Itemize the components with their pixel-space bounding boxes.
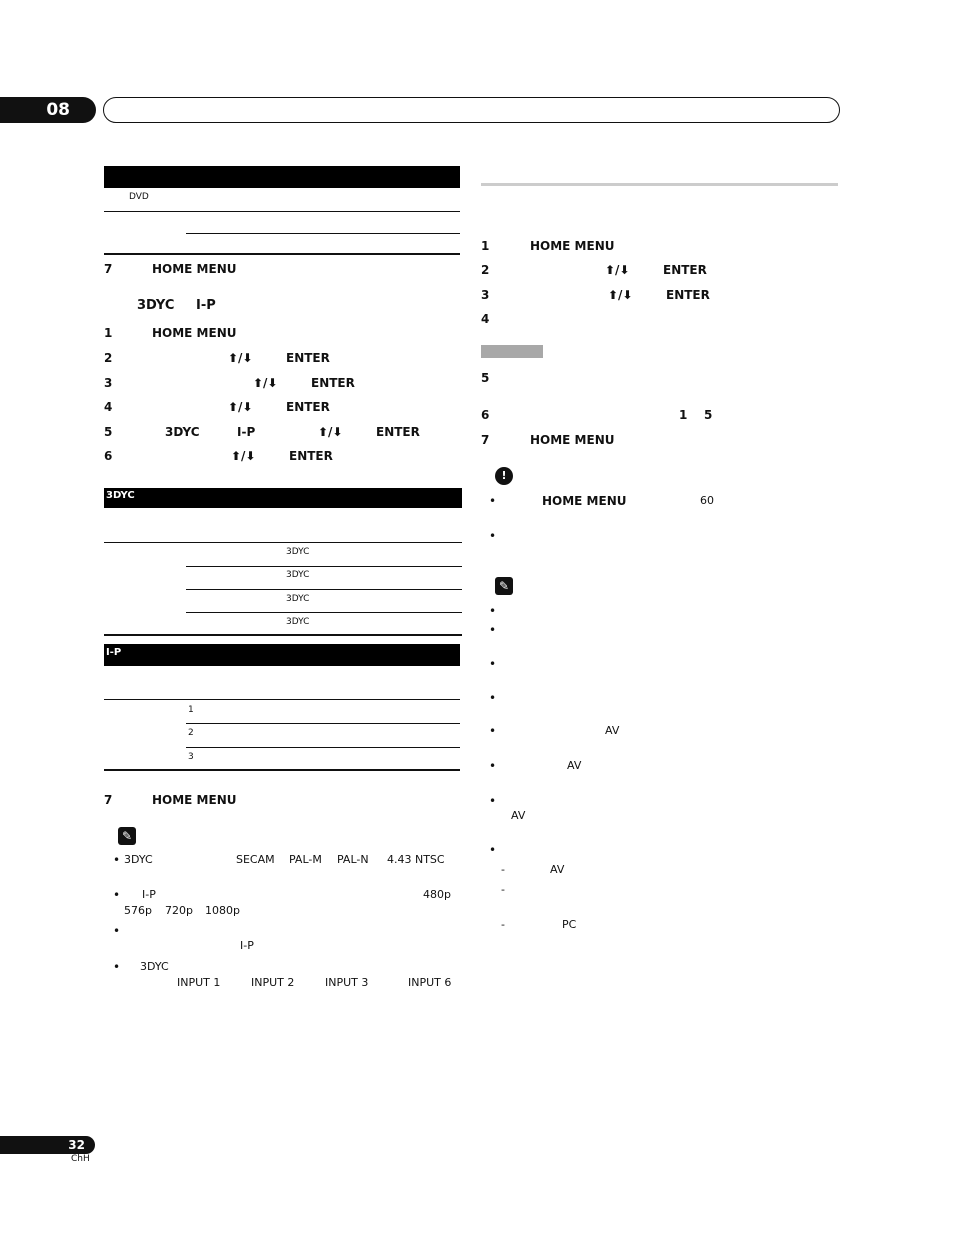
key-enter: ENTER: [663, 263, 707, 277]
bullet: •: [489, 623, 497, 637]
note-text: 720p: [165, 904, 193, 917]
step-number: 5: [481, 371, 490, 385]
arrow-keys: ⬆/⬇: [605, 263, 630, 277]
divider: [186, 566, 462, 567]
note-text: AV: [511, 809, 526, 822]
note-text: INPUT 2: [251, 976, 295, 989]
bullet: •: [489, 691, 497, 705]
note-text: 1080p: [205, 904, 240, 917]
table-3dyc-cell: 3DYC: [286, 617, 310, 627]
bullet: •: [489, 794, 497, 808]
step-number: 2: [104, 351, 113, 365]
caution-icon: !: [495, 467, 513, 485]
note-text: PAL-N: [337, 853, 369, 866]
dash: -: [501, 918, 505, 931]
table-3dyc-cell: 3DYC: [286, 570, 310, 580]
step-number: 3: [104, 376, 113, 390]
key-home-menu: HOME MENU: [530, 239, 615, 253]
note-text: AV: [567, 759, 582, 772]
divider: [104, 699, 460, 700]
note-pencil-icon: ✎: [495, 577, 513, 595]
divider: [186, 747, 460, 748]
divider: [104, 542, 462, 543]
step-number: 4: [104, 400, 113, 414]
arrow-keys: ⬆/⬇: [608, 288, 633, 302]
bullet: •: [113, 888, 121, 902]
step-number: 3: [481, 288, 490, 302]
bullet: •: [489, 724, 497, 738]
step-number: 6: [481, 408, 490, 422]
bullet: •: [489, 843, 497, 857]
divider: [186, 589, 462, 590]
step-number: 5: [104, 425, 113, 439]
arrow-keys: ⬆/⬇: [231, 449, 256, 463]
step-number: 1: [104, 326, 113, 340]
bullet: •: [489, 529, 497, 543]
note-text: 480p: [423, 888, 451, 901]
page-number: 32: [68, 1138, 85, 1152]
key-enter: ENTER: [286, 351, 330, 365]
key-enter: ENTER: [289, 449, 333, 463]
chapter-number: 08: [46, 100, 70, 120]
key-enter: ENTER: [286, 400, 330, 414]
note-text: 3DYC: [140, 960, 169, 973]
note-text: PC: [562, 918, 577, 931]
section-title-ip: I-P: [196, 298, 216, 313]
range-end: 5: [704, 408, 713, 422]
note-text: SECAM: [236, 853, 275, 866]
key-home-menu: HOME MENU: [152, 793, 237, 807]
note-text: 3DYC: [124, 853, 153, 866]
step-number: 6: [104, 449, 113, 463]
key-enter: ENTER: [376, 425, 420, 439]
arrow-keys: ⬆/⬇: [318, 425, 343, 439]
table-ip-cell: 2: [188, 728, 194, 738]
divider: [104, 253, 460, 255]
dash: -: [501, 863, 505, 876]
key-home-menu: HOME MENU: [542, 494, 627, 508]
table-ip-cell: 1: [188, 705, 194, 715]
divider: [104, 211, 460, 212]
divider: [104, 769, 460, 771]
table-3dyc-cell: 3DYC: [286, 594, 310, 604]
key-home-menu: HOME MENU: [530, 433, 615, 447]
bullet: •: [113, 853, 121, 867]
table1-header-bar: [104, 166, 460, 188]
step-number: 4: [481, 312, 490, 326]
arrow-keys: ⬆/⬇: [228, 351, 253, 365]
note-pencil-icon: ✎: [118, 827, 136, 845]
divider: [104, 634, 462, 636]
table-ip-header: I-P: [104, 644, 460, 666]
chapter-title-bar: [103, 97, 840, 123]
note-text: PAL-M: [289, 853, 322, 866]
dash: -: [501, 883, 505, 896]
label-3dyc: 3DYC: [165, 425, 200, 439]
note-text: INPUT 6: [408, 976, 452, 989]
section-divider: [481, 183, 838, 186]
bullet: •: [489, 604, 497, 618]
table1-dvd: DVD: [129, 192, 149, 202]
note-text: AV: [550, 863, 565, 876]
bullet: •: [113, 924, 121, 938]
gray-label-box: [481, 345, 543, 358]
divider: [186, 612, 462, 613]
note-text: INPUT 3: [325, 976, 369, 989]
label-ip: I-P: [237, 425, 256, 439]
note-text: I-P: [240, 939, 254, 952]
arrow-keys: ⬆/⬇: [253, 376, 278, 390]
note-text: I-P: [142, 888, 156, 901]
step-number: 7: [481, 433, 490, 447]
step-number: 7: [104, 262, 113, 276]
key-enter: ENTER: [311, 376, 355, 390]
step-number: 1: [481, 239, 490, 253]
key-enter: ENTER: [666, 288, 710, 302]
key-home-menu: HOME MENU: [152, 262, 237, 276]
note-text: 4.43 NTSC: [387, 853, 445, 866]
note-text: 576p: [124, 904, 152, 917]
range-start: 1: [679, 408, 688, 422]
bullet: •: [489, 759, 497, 773]
language-code: ChH: [71, 1154, 90, 1164]
note-text: AV: [605, 724, 620, 737]
table-3dyc-cell: 3DYC: [286, 547, 310, 557]
table-ip-cell: 3: [188, 752, 194, 762]
arrow-keys: ⬆/⬇: [228, 400, 253, 414]
note-text: INPUT 1: [177, 976, 221, 989]
step-number: 7: [104, 793, 113, 807]
caution-number: 60: [700, 494, 714, 507]
bullet: •: [489, 657, 497, 671]
table-3dyc-header: 3DYC: [104, 488, 462, 508]
bullet: •: [113, 960, 121, 974]
section-title-3dyc: 3DYC: [137, 298, 175, 313]
bullet: •: [489, 494, 497, 508]
key-home-menu: HOME MENU: [152, 326, 237, 340]
step-number: 2: [481, 263, 490, 277]
divider: [186, 723, 460, 724]
divider: [186, 233, 460, 234]
